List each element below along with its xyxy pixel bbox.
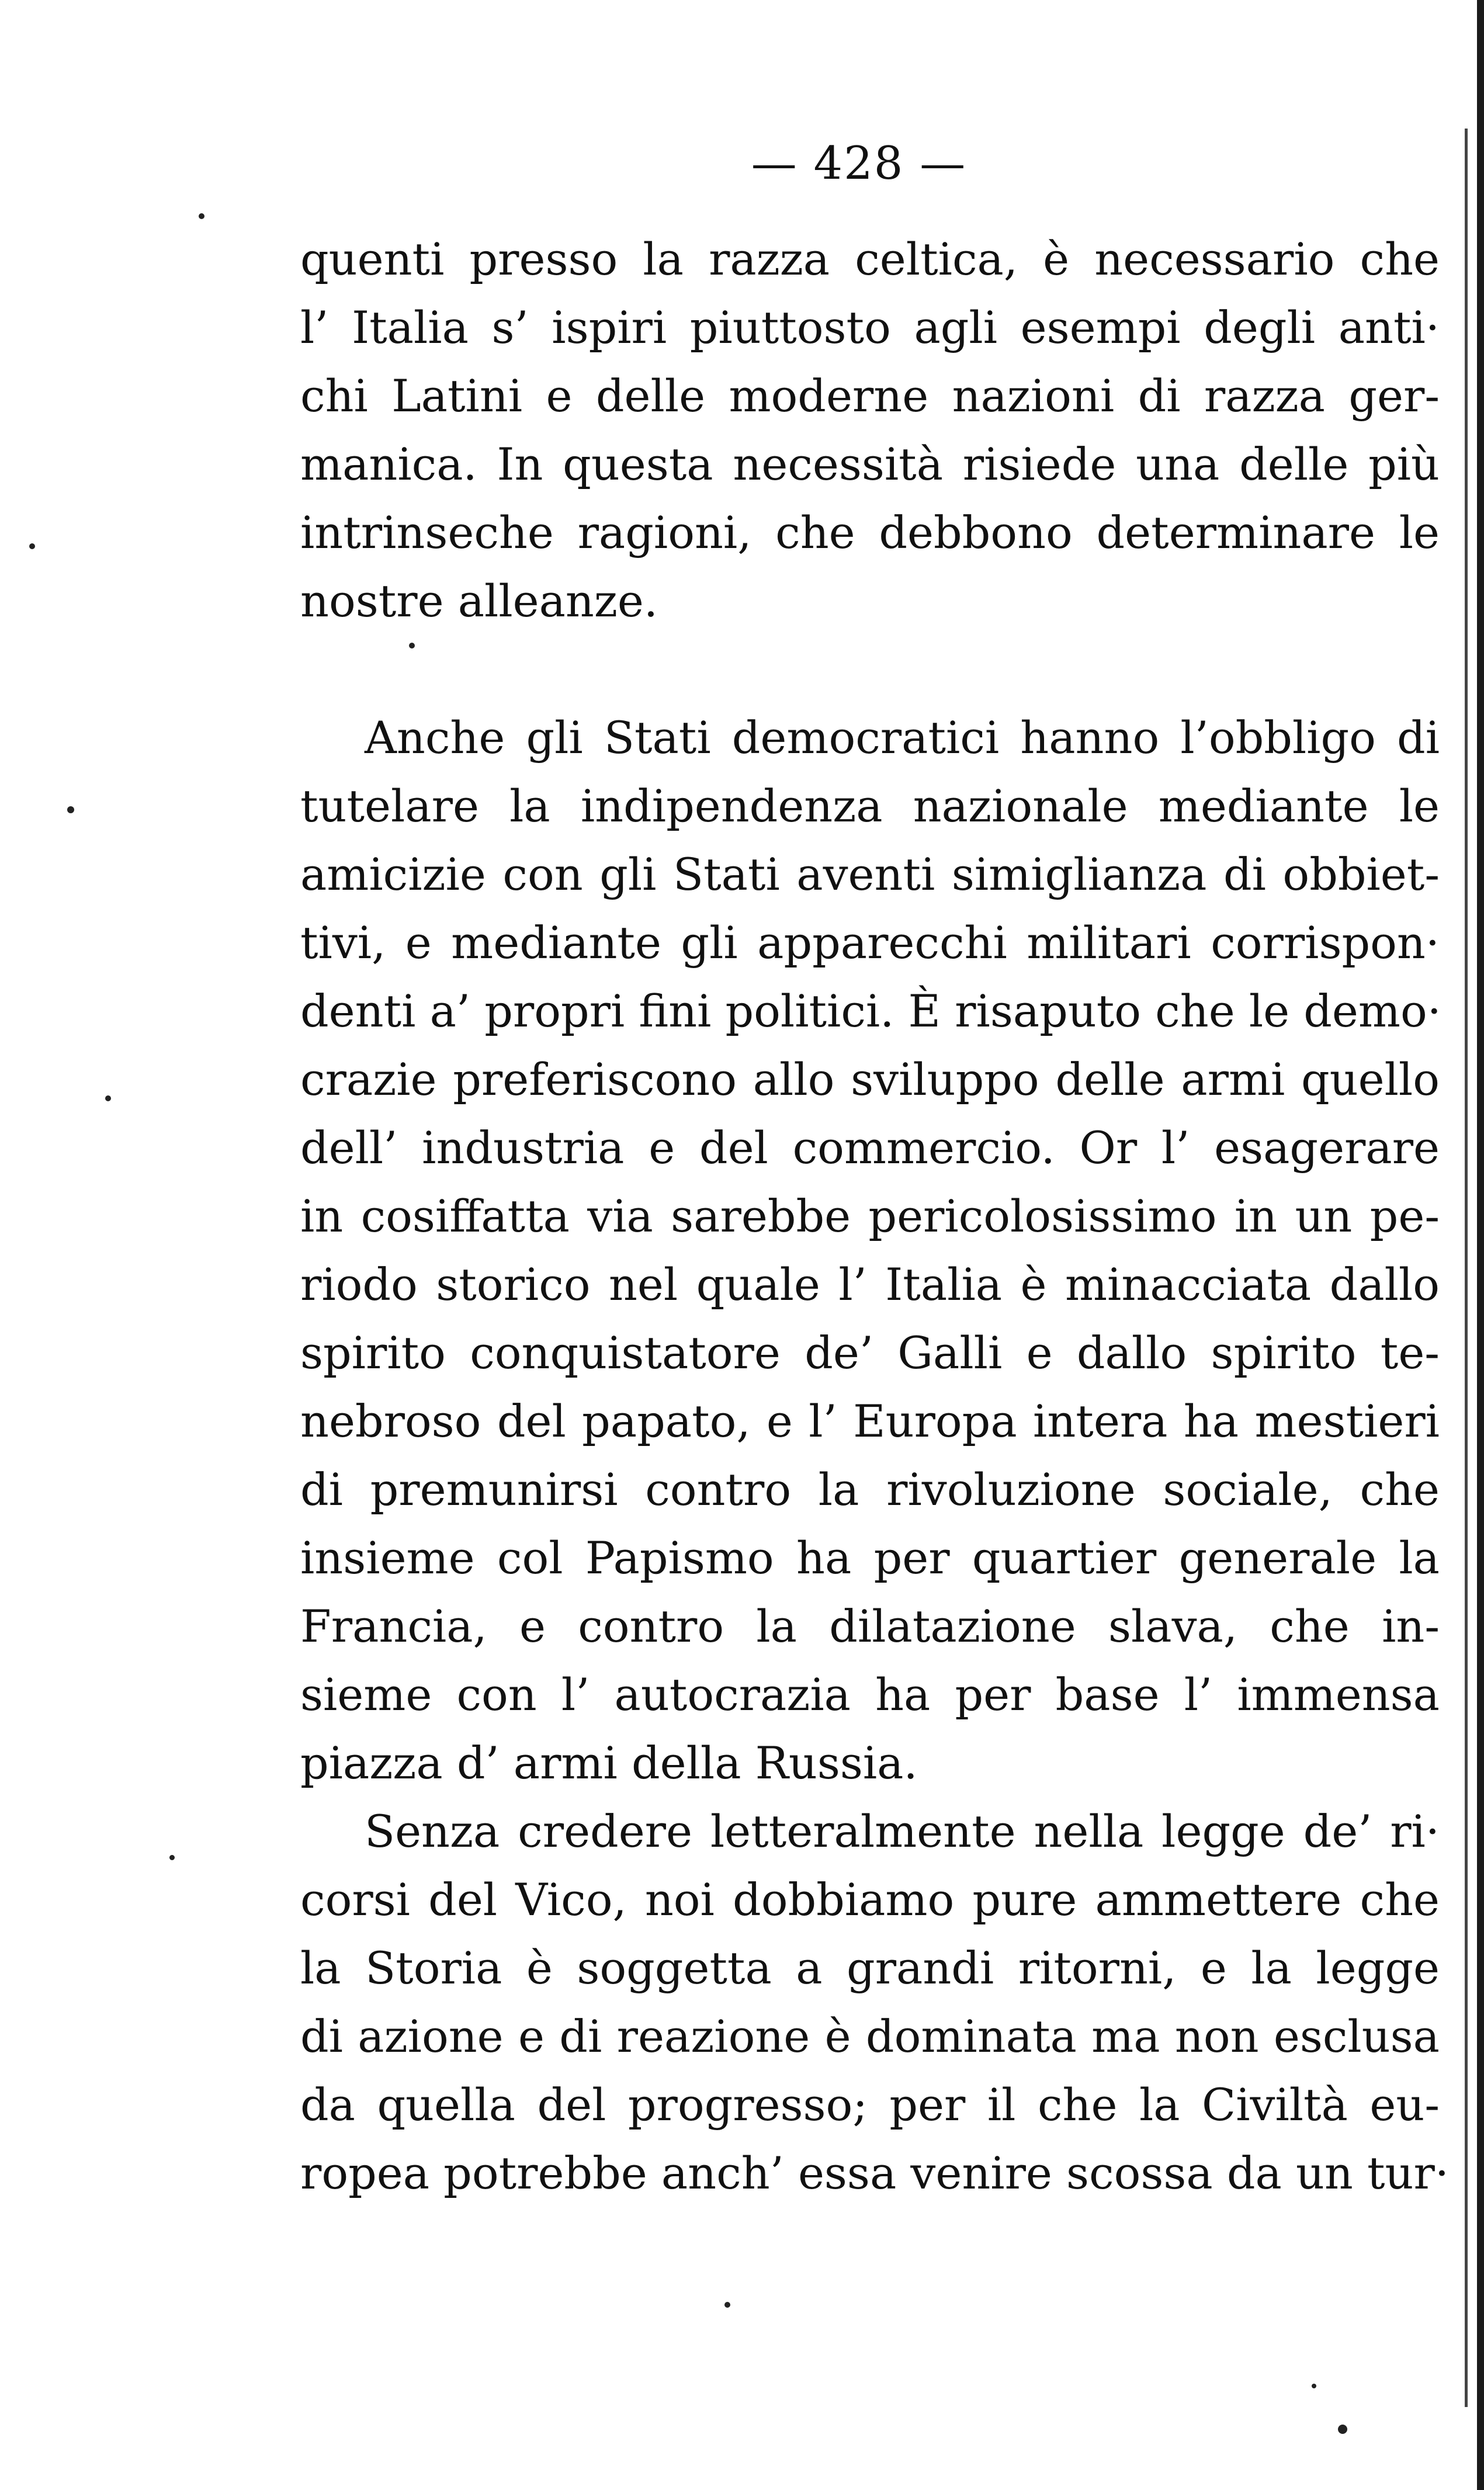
text-line: manica. In questa necessità risiede una delle più	[300, 438, 1440, 490]
text-line: chi Latini e delle moderne nazioni di razza ger-	[300, 370, 1440, 422]
text-line: crazie preferiscono allo sviluppo delle armi quello	[300, 1053, 1440, 1105]
scan-speck	[29, 543, 35, 549]
text-line: quenti presso la razza celtica, è necessario che	[300, 233, 1440, 285]
paragraph-spacer	[300, 635, 1440, 703]
text-line: tivi, e mediante gli apparecchi militari corrispon·	[300, 917, 1440, 969]
paragraph-2	[300, 703, 1440, 1797]
text-line: riodo storico nel quale l’ Italia è minacciata dallo	[300, 1258, 1440, 1310]
scan-speck	[409, 643, 415, 648]
scan-speck	[1338, 2425, 1347, 2434]
text-line: la Storia è soggetta a grandi ritorni, e la legge	[300, 1942, 1440, 1994]
text-line: di azione e di reazione è dominata ma non esclusa	[300, 2010, 1440, 2062]
text-line: dell’ industria e del commercio. Or l’ esagerare	[300, 1122, 1440, 1174]
text-line: amicizie con gli Stati aventi simiglianza di obbiet-	[300, 848, 1440, 900]
paragraph-3	[300, 1797, 1449, 2207]
text-line: l’ Italia s’ ispiri piuttosto agli esempi degli anti·	[300, 301, 1440, 353]
scan-speck	[1312, 2384, 1316, 2388]
text-line: insieme col Papismo ha per quartier generale la	[300, 1532, 1440, 1584]
scan-speck	[199, 213, 204, 219]
text-line: spirito conquistatore de’ Galli e dallo spirito te-	[300, 1327, 1440, 1379]
text-line: Anche gli Stati democratici hanno l’obbligo di	[365, 712, 1440, 764]
text-line: piazza d’ armi della Russia.	[300, 1737, 918, 1789]
text-line: sieme con l’ autocrazia ha per base l’ immensa	[300, 1669, 1440, 1721]
page-edge-shadow	[1477, 0, 1484, 2490]
body-text	[300, 225, 1449, 2207]
text-line: intrinseche ragioni, che debbono determinare le	[300, 507, 1440, 559]
text-line: corsi del Vico, noi dobbiamo pure ammettere che	[300, 1874, 1440, 1926]
text-line: ropea potrebbe anch’ essa venire scossa da un tur·	[300, 2147, 1449, 2199]
text-line: da quella del progresso; per il che la Civiltà eu-	[300, 2079, 1440, 2131]
text-line: nebroso del papato, e l’ Europa intera ha mestieri	[300, 1395, 1440, 1447]
scan-speck	[105, 1095, 111, 1101]
page-edge-line	[1465, 129, 1468, 2407]
scan-speck	[67, 806, 74, 813]
text-line: Francia, e contro la dilatazione slava, che in-	[300, 1600, 1440, 1652]
page-number: — 428 —	[751, 137, 967, 190]
text-line: tutelare la indipendenza nazionale mediante le	[300, 780, 1440, 832]
text-line: in cosiffatta via sarebbe pericolosissimo in un pe-	[300, 1190, 1440, 1242]
text-line: Senza credere letteralmente nella legge de’ ri·	[365, 1805, 1440, 1857]
scan-speck	[169, 1855, 175, 1860]
paragraph-1	[300, 225, 1440, 635]
text-line: nostre alleanze.	[300, 575, 658, 627]
scan-speck	[724, 2302, 730, 2308]
text-line: denti a’ propri fini politici. È risaputo che le demo·	[300, 985, 1441, 1037]
text-line: di premunirsi contro la rivoluzione sociale, che	[300, 1464, 1440, 1515]
